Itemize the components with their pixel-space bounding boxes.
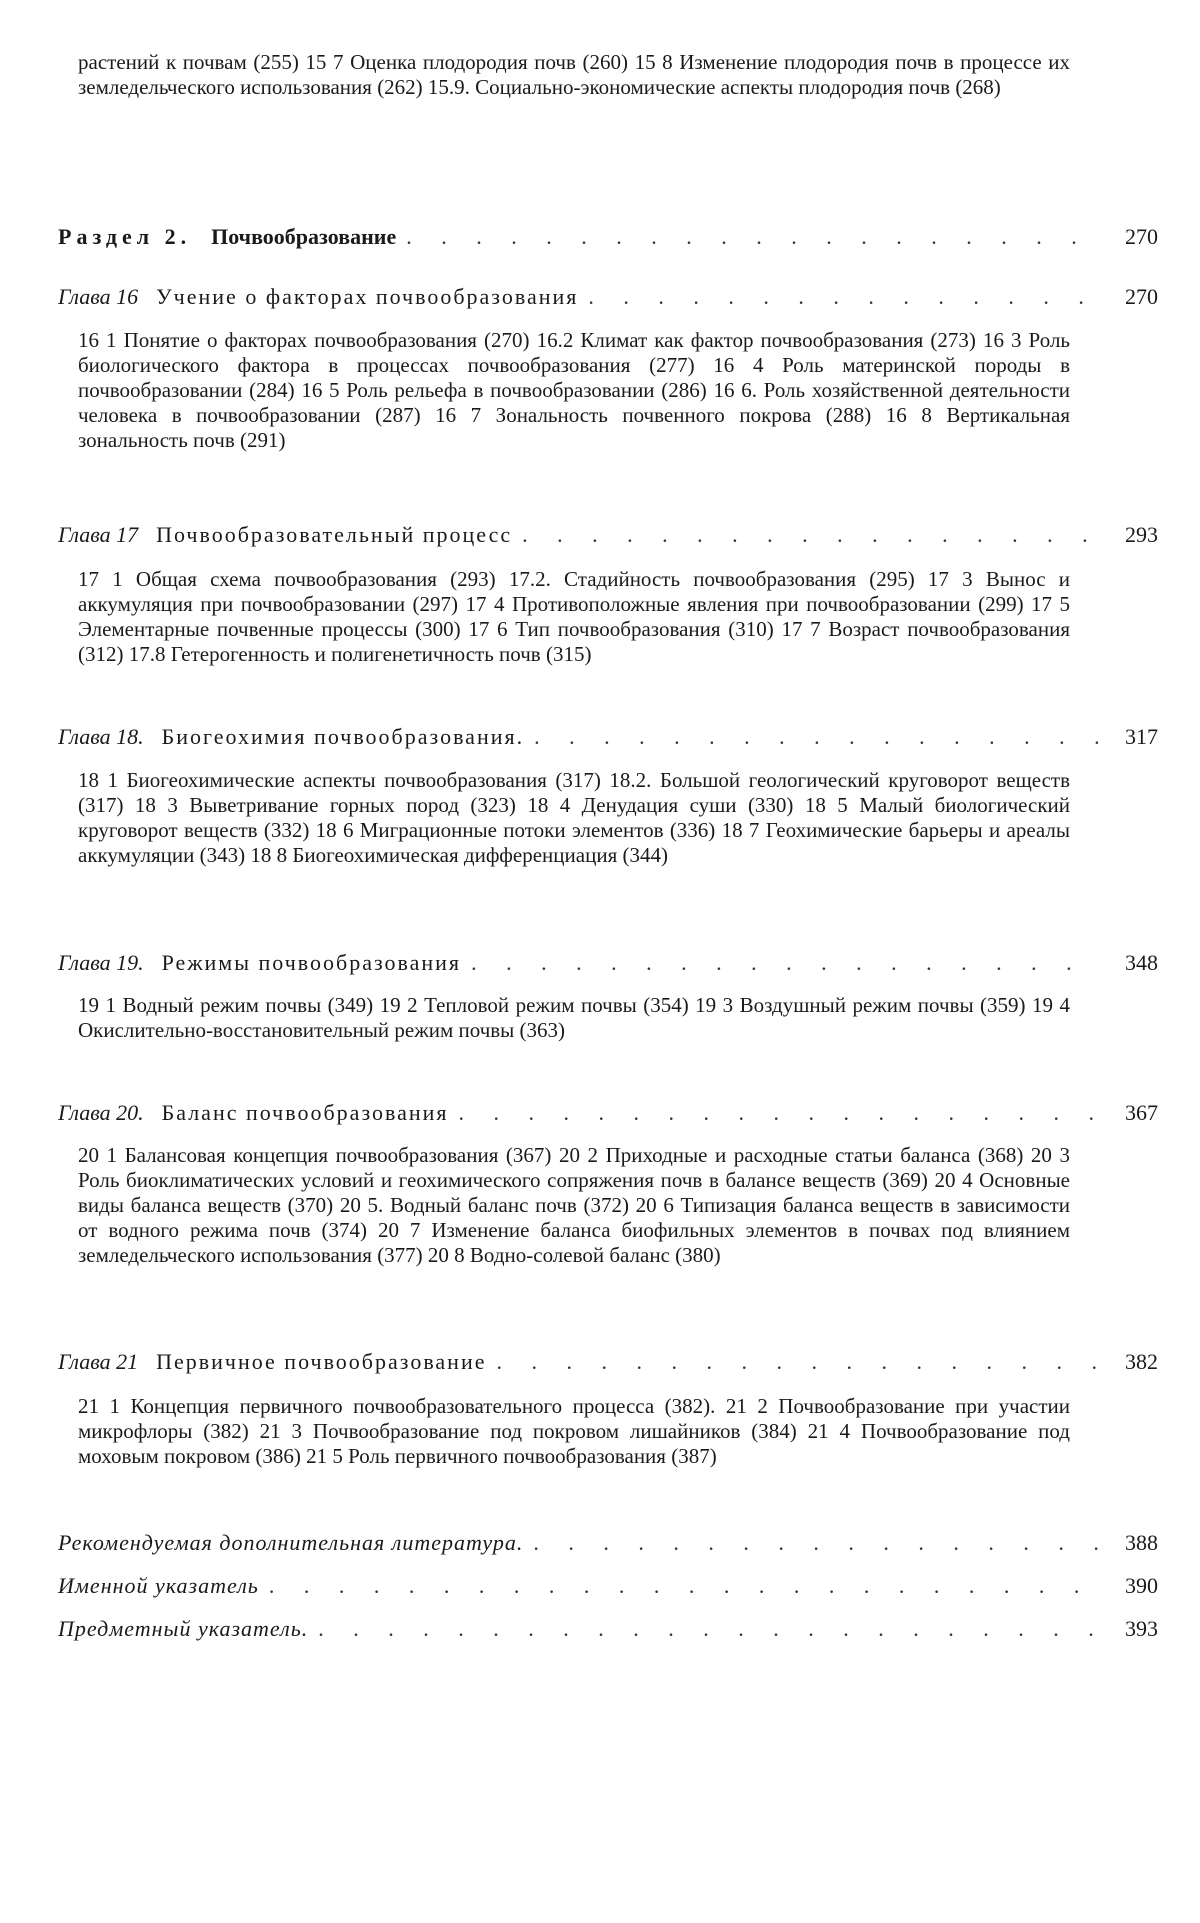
section-label: Раздел 2. bbox=[58, 224, 192, 249]
dot-leader bbox=[318, 1614, 1100, 1644]
chapter-contents: 20 1 Балансовая концепция почвообразования (367) 20 2 Приходные и расходные статьи баланса (368) 20 3 Роль биоклиматических условий и геохимического сопряжения почв в балансе веществ (369) 20 4 Основные виды баланса веществ (370) 20 5. Водный баланс почв (372) 20 6 Типизация баланса веществ в зависимости от водного режима почв (374) 20 7 Изменение баланса биофильных элементов в почвах под влиянием земледельческого использования (377) 20 8 Водно-солевой баланс (380) bbox=[78, 1143, 1070, 1267]
dot-leader bbox=[534, 722, 1100, 752]
page-number: 348 bbox=[1125, 950, 1158, 975]
back-matter-item bbox=[58, 1614, 1158, 1644]
chapter-heading bbox=[58, 1347, 1158, 1377]
chapter-title: Режимы почвообразования bbox=[161, 950, 462, 975]
dot-leader bbox=[497, 1347, 1101, 1377]
page-number: 367 bbox=[1125, 1100, 1158, 1125]
back-matter-item bbox=[58, 1571, 1158, 1601]
page-number: 317 bbox=[1125, 724, 1158, 749]
back-matter-title: Именной указатель bbox=[58, 1573, 259, 1598]
page-number: 393 bbox=[1125, 1616, 1158, 1641]
chapter-contents: 18 1 Биогеохимические аспекты почвообразования (317) 18.2. Большой геологический круговорот веществ (317) 18 3 Выветривание горных пород (323) 18 4 Денудация суши (330) 18 5 Малый биологический круговорот веществ (332) 18 6 Миграционные потоки элементов (336) 18 7 Геохимические барьеры и ареалы аккумуляции (343) 18 8 Биогеохимическая дифференциация (344) bbox=[78, 768, 1070, 867]
intro-paragraph: растений к почвам (255) 15 7 Оценка плодородия почв (260) 15 8 Изменение плодородия почв в процессе их земледельческого использования (262) 15.9. Социально-экономические аспекты плодородия почв (268) bbox=[78, 50, 1070, 99]
back-matter-item bbox=[58, 1528, 1158, 1558]
chapter-label: Глава 19. bbox=[58, 950, 144, 975]
chapter-contents: 19 1 Водный режим почвы (349) 19 2 Тепловой режим почвы (354) 19 3 Воздушный режим почвы (359) 19 4 Окислительно-восстановительный режим почвы (363) bbox=[78, 993, 1070, 1042]
page-number: 270 bbox=[1125, 284, 1158, 309]
page-number: 388 bbox=[1125, 1530, 1158, 1555]
chapter-label: Глава 18. bbox=[58, 724, 144, 749]
chapter-title: Баланс почвообразования bbox=[161, 1100, 449, 1125]
chapter-heading bbox=[58, 722, 1158, 752]
chapter-label: Глава 16 bbox=[58, 284, 139, 309]
chapter-contents: 16 1 Понятие о факторах почвообразования (270) 16.2 Климат как фактор почвообразования (273) 16 3 Роль биологического фактора в процессах почвообразования (277) 16 4 Роль материнской породы в почвообразовании (284) 16 5 Роль рельефа в почвообразовании (286) 16 6. Роль хозяйственной деятельности человека в почвообразовании (287) 16 7 Зональность почвенного покрова (288) 16 8 Вертикальная зональность почв (291) bbox=[78, 328, 1070, 452]
chapter-label: Глава 17 bbox=[58, 522, 139, 547]
dot-leader bbox=[406, 222, 1100, 252]
dot-leader bbox=[588, 282, 1100, 312]
chapter-title: Первичное почвообразование bbox=[156, 1349, 487, 1374]
section-heading bbox=[58, 222, 1158, 252]
chapter-title: Почвообразовательный процесс bbox=[156, 522, 513, 547]
back-matter-title: Рекомендуемая дополнительная литература. bbox=[58, 1530, 524, 1555]
page-number: 382 bbox=[1125, 1349, 1158, 1374]
dot-leader bbox=[522, 520, 1100, 550]
chapter-heading bbox=[58, 1098, 1158, 1128]
page-number: 270 bbox=[1125, 224, 1158, 249]
chapter-label: Глава 20. bbox=[58, 1100, 144, 1125]
chapter-label: Глава 21 bbox=[58, 1349, 139, 1374]
chapter-contents: 21 1 Концепция первичного почвообразовательного процесса (382). 21 2 Почвообразование при участии микрофлоры (382) 21 3 Почвообразование под покровом лишайников (384) 21 4 Почвообразование под моховым покровом (386) 21 5 Роль первичного почвообразования (387) bbox=[78, 1394, 1070, 1468]
chapter-heading bbox=[58, 520, 1158, 550]
section-title: Почвообразование bbox=[211, 224, 397, 249]
page-number: 293 bbox=[1125, 522, 1158, 547]
chapter-heading bbox=[58, 282, 1158, 312]
chapter-contents: 17 1 Общая схема почвообразования (293) 17.2. Стадийность почвообразования (295) 17 3 Вынос и аккумуляция при почвообразовании (297) 17 4 Противоположные явления при почвообразовании (299) 17 5 Элементарные почвенные процессы (300) 17 6 Тип почвообразования (310) 17 7 Возраст почвообразования (312) 17.8 Гетерогенность и полигенетичность почв (315) bbox=[78, 567, 1070, 666]
back-matter-title: Предметный указатель. bbox=[58, 1616, 309, 1641]
dot-leader bbox=[471, 948, 1100, 978]
dot-leader bbox=[269, 1571, 1100, 1601]
chapter-title: Биогеохимия почвообразования. bbox=[161, 724, 525, 749]
dot-leader bbox=[533, 1528, 1100, 1558]
chapter-heading bbox=[58, 948, 1158, 978]
dot-leader bbox=[459, 1098, 1100, 1128]
chapter-title: Учение о факторах почвообразования bbox=[156, 284, 579, 309]
page-number: 390 bbox=[1125, 1573, 1158, 1598]
